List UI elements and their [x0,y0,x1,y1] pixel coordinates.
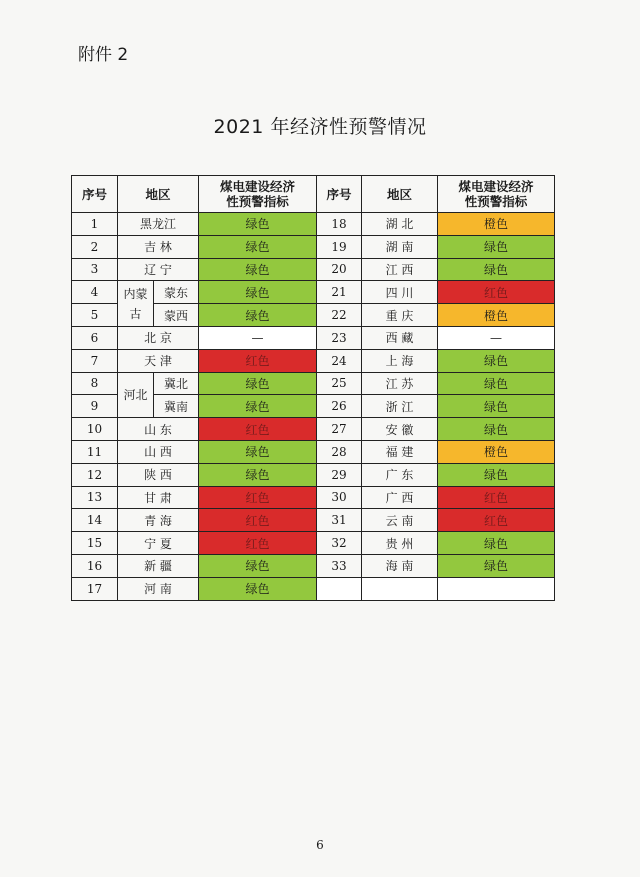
seq-cell: 7 [72,349,118,372]
table-row [72,326,555,349]
seq-cell: 5 [72,304,118,327]
indicator-cell: 绿色 [438,349,555,372]
seq-cell: 31 [317,509,362,532]
indicator-cell: 绿色 [438,235,555,258]
seq-cell: 16 [72,554,118,577]
region-cell: 蒙东 [154,281,199,304]
seq-cell: 28 [317,440,362,463]
region-cell: 山 东 [118,418,199,441]
seq-cell: 22 [317,304,362,327]
table-row [72,213,555,236]
indicator-cell: 红色 [438,281,555,304]
seq-cell: 21 [317,281,362,304]
indicator-cell: 绿色 [438,258,555,281]
seq-cell: 14 [72,509,118,532]
indicator-cell: 绿色 [438,554,555,577]
region-cell: 新 疆 [118,554,199,577]
region-cell: 吉 林 [118,235,199,258]
table-row [72,463,555,486]
indicator-cell: 绿色 [199,372,317,395]
indicator-cell: 橙色 [438,440,555,463]
indicator-cell: — [438,326,555,349]
seq-cell: 23 [317,326,362,349]
page-number: 6 [316,838,324,852]
region-cell: 辽 宁 [118,258,199,281]
region-cell: 福 建 [362,440,438,463]
indicator-cell: 红色 [438,509,555,532]
header-row [72,176,555,213]
indicator-cell: 绿色 [438,418,555,441]
table-row [72,577,555,600]
region-cell: 山 西 [118,440,199,463]
indicator-cell: 红色 [199,418,317,441]
seq-cell: 10 [72,418,118,441]
region-cell: 贵 州 [362,532,438,555]
region-cell: 北 京 [118,326,199,349]
indicator-cell: 绿色 [438,532,555,555]
table-row [72,554,555,577]
indicator-cell: 红色 [438,486,555,509]
seq-cell: 24 [317,349,362,372]
region-cell: 云 南 [362,509,438,532]
region-cell: 湖 南 [362,235,438,258]
region-cell: 河 南 [118,577,199,600]
indicator-cell: 绿色 [199,258,317,281]
indicator-cell: 绿色 [199,304,317,327]
region-cell: 宁 夏 [118,532,199,555]
region-cell: 重 庆 [362,304,438,327]
indicator-cell: 绿色 [199,281,317,304]
region-cell: 上 海 [362,349,438,372]
empty-cell [317,577,362,600]
region-cell: 广 东 [362,463,438,486]
region-cell: 甘 肃 [118,486,199,509]
header-region: 地区 [118,176,199,213]
region-cell: 西 藏 [362,326,438,349]
seq-cell: 3 [72,258,118,281]
region-cell: 广 西 [362,486,438,509]
group-label-hebei: 河北 [118,372,154,418]
indicator-cell: 绿色 [199,440,317,463]
indicator-cell: — [199,326,317,349]
seq-cell: 26 [317,395,362,418]
seq-cell: 8 [72,372,118,395]
group-label-neimeng: 内蒙古 [118,281,154,327]
seq-cell: 1 [72,213,118,236]
table-row [72,509,555,532]
table-row [72,349,555,372]
table-row [72,486,555,509]
table-row [72,281,555,304]
seq-cell: 15 [72,532,118,555]
indicator-cell: 绿色 [199,463,317,486]
table-row [72,418,555,441]
region-cell: 海 南 [362,554,438,577]
seq-cell: 4 [72,281,118,304]
region-cell: 黑龙江 [118,213,199,236]
seq-cell: 20 [317,258,362,281]
region-cell: 安 徽 [362,418,438,441]
region-cell: 青 海 [118,509,199,532]
seq-cell: 17 [72,577,118,600]
indicator-cell: 绿色 [199,395,317,418]
indicator-cell: 橙色 [438,304,555,327]
seq-cell: 29 [317,463,362,486]
indicator-cell: 绿色 [199,235,317,258]
region-cell: 冀南 [154,395,199,418]
seq-cell: 25 [317,372,362,395]
seq-cell: 2 [72,235,118,258]
indicator-cell: 绿色 [438,372,555,395]
region-cell: 天 津 [118,349,199,372]
indicator-cell: 红色 [199,509,317,532]
region-cell: 蒙西 [154,304,199,327]
seq-cell: 11 [72,440,118,463]
seq-cell: 33 [317,554,362,577]
table-row [72,532,555,555]
region-cell: 陕 西 [118,463,199,486]
empty-cell [362,577,438,600]
region-cell: 四 川 [362,281,438,304]
indicator-cell: 红色 [199,349,317,372]
table-row [72,372,555,395]
indicator-cell: 绿色 [438,395,555,418]
indicator-cell: 绿色 [199,577,317,600]
indicator-cell: 橙色 [438,213,555,236]
region-cell: 湖 北 [362,213,438,236]
indicator-cell: 绿色 [438,463,555,486]
seq-cell: 9 [72,395,118,418]
seq-cell: 13 [72,486,118,509]
empty-cell [438,577,555,600]
indicator-cell: 红色 [199,532,317,555]
header-region: 地区 [362,176,438,213]
indicator-cell: 绿色 [199,213,317,236]
page-title: 2021 年经济性预警情况 [213,116,427,138]
seq-cell: 19 [317,235,362,258]
header-indicator: 煤电建设经济性预警指标 [199,176,317,213]
seq-cell: 18 [317,213,362,236]
region-cell: 江 西 [362,258,438,281]
header-indicator: 煤电建设经济性预警指标 [438,176,555,213]
region-cell: 冀北 [154,372,199,395]
indicator-cell: 红色 [199,486,317,509]
attachment-label: 附件 2 [78,45,129,65]
seq-cell: 27 [317,418,362,441]
seq-cell: 30 [317,486,362,509]
indicator-cell: 绿色 [199,554,317,577]
seq-cell: 6 [72,326,118,349]
region-cell: 浙 江 [362,395,438,418]
seq-cell: 32 [317,532,362,555]
table-row [72,258,555,281]
table-row [72,235,555,258]
table-row [72,440,555,463]
header-seq: 序号 [72,176,118,213]
header-seq: 序号 [317,176,362,213]
warning-table [71,175,555,601]
seq-cell: 12 [72,463,118,486]
region-cell: 江 苏 [362,372,438,395]
